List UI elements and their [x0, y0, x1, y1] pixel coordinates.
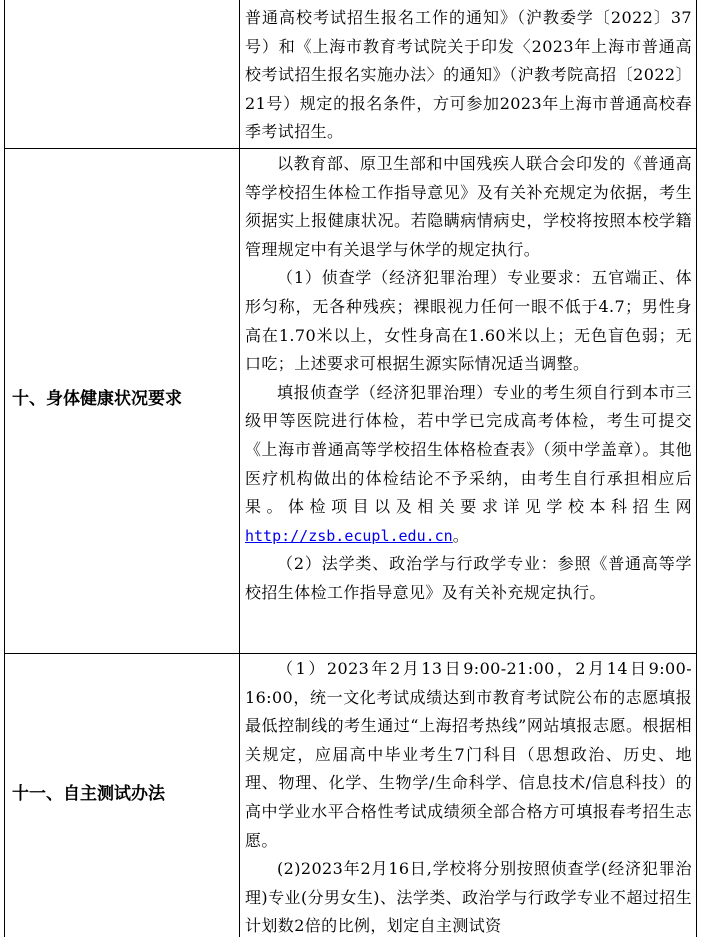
health-requirements-label: 十、身体健康状况要求	[12, 389, 182, 409]
health-paragraph-3-text: 填报侦查学（经济犯罪治理）专业的考生须自行到本市三级甲等医院进行体检，若中学已完成高考体检，考生可提交《上海市普通高等学校招生体格检查表》（须中学盖章）。其他医疗机构做出的体检结论不予采纳，由考生自行承担相应后果。体检项目以及相关要求详见学校本科招生网	[245, 382, 692, 517]
row-top-content	[245, 4, 692, 147]
health-paragraph-2: （1）侦查学（经济犯罪治理）专业要求：五官端正、体形匀称，无各种残疾；裸眼视力任何一眼不低于4.7；男性身高在1.70米以上，女性身高在1.60米以上；无色盲色弱；无口吃；上述要求可根据生源实际情况适当调整。	[245, 268, 692, 374]
table-right-border	[696, 0, 697, 937]
health-paragraph-4: （2）法学类、政治学与行政学专业：参照《普通高等学校招生体检工作指导意见》及有关补充规定执行。	[245, 554, 692, 602]
table-column-divider	[239, 0, 240, 937]
table-left-border	[4, 0, 5, 937]
admissions-website-link[interactable]: http://zsb.ecupl.edu.cn	[245, 526, 453, 545]
health-paragraph-3	[245, 379, 692, 551]
self-test-method-content	[245, 655, 692, 941]
self-test-paragraph-1: （1）2023年2月13日9:00-21:00，2月14日9:00-16:00，统一文化考试成绩达到市教育考试院公布的志愿填报最低控制线的考生通过“上海招考热线”网站填报志愿。根据相关规定，应届高中毕业考生7门科目（思想政治、历史、地理、物理、化学、生物学/生命科学、信息技术/信息科技）的高中学业水平合格性考试成绩须全部合格方可填报春考招生志愿。	[245, 659, 692, 850]
row-top-text: 普通高校考试招生报名工作的通知》（沪教委学〔2022〕37号）和《上海市教育考试院关于印发〈2023年上海市普通高校考试招生报名实施办法〉的通知》（沪教考院高招〔2022〕21号）规定的报名条件，方可参加2023年上海市普通高校春季考试招生。	[245, 8, 692, 142]
self-test-paragraph-2: (2)2023年2月16日,学校将分别按照侦查学(经济犯罪治理)专业(分男女生)、法学类、政治学与行政学专业不超过招生计划数2倍的比例，划定自主测试资	[245, 859, 692, 936]
row-divider-2	[4, 653, 697, 654]
self-test-method-label: 十一、自主测试办法	[12, 784, 165, 804]
health-paragraph-3-end: 。	[452, 525, 470, 545]
row-divider-1	[4, 148, 697, 149]
health-paragraph-1: 以教育部、原卫生部和中国残疾人联合会印发的《普通高等学校招生体检工作指导意见》及有关补充规定为依据，考生须据实上报健康状况。若隐瞒病情病史，学校将按照本校学籍管理规定中有关退学与休学的规定执行。	[245, 154, 692, 259]
health-requirements-content	[245, 150, 692, 608]
